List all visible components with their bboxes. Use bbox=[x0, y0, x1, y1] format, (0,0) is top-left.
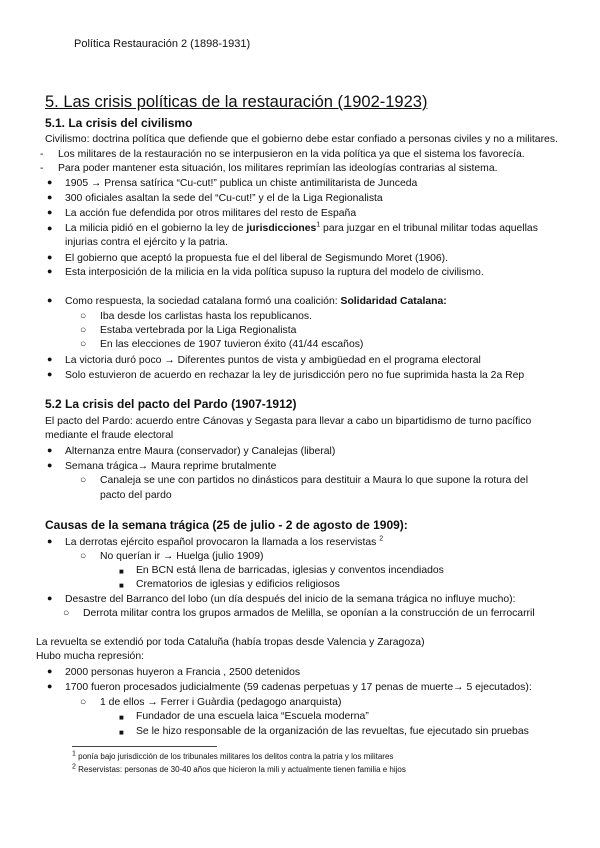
document-header: Política Restauración 2 (1898-1931) bbox=[74, 38, 251, 50]
paragraph: mediante el fraude electoral bbox=[45, 430, 174, 441]
bullet-disc: ● bbox=[47, 207, 53, 217]
list-item: El gobierno que aceptó la propuesta fue el del liberal de Segismundo Moret (1906). bbox=[65, 253, 448, 264]
subsection-heading-civilismo: 5.1. La crisis del civilismo bbox=[45, 116, 193, 130]
list-item: La acción fue defendida por otros militares del resto de España bbox=[65, 208, 357, 219]
bullet-disc: ● bbox=[47, 177, 53, 187]
list-item-solidaridad bbox=[65, 295, 447, 308]
footnote-divider bbox=[72, 746, 217, 747]
footnote-number: 1 bbox=[72, 750, 76, 758]
bullet-circle: ○ bbox=[80, 325, 87, 336]
list-item-continuation: injurias contra el ejército y la patria. bbox=[65, 237, 228, 248]
sub-sub-list-item: Se le hizo responsable de la organización de las revueltas, fue ejecutado sin pruebas bbox=[136, 726, 529, 737]
bullet-circle: ○ bbox=[80, 311, 87, 322]
sub-list-item: En las elecciones de 1907 tuvieron éxito (41/44 escaños) bbox=[100, 339, 364, 350]
paragraph: Hubo mucha represión: bbox=[36, 651, 145, 662]
sub-list-item: Canaleja se une con partidos no dinásticos para destituir a Maura lo que supone la rotura del bbox=[100, 475, 529, 486]
dash-marker: - bbox=[40, 149, 44, 160]
bullet-disc: ● bbox=[47, 460, 53, 470]
footnote-1 bbox=[72, 751, 393, 762]
bold-term: jurisdicciones bbox=[246, 223, 317, 234]
bullet-disc: ● bbox=[47, 445, 53, 455]
text-segment: para juzgar en el tribunal militar todas aquellas bbox=[320, 223, 538, 234]
sub-sub-list-item: Crematorios de iglesias y edificios religiosos bbox=[136, 579, 340, 590]
paragraph: La revuelta se extendió por toda Cataluña (había tropas desde Valencia y Zaragoza) bbox=[36, 637, 425, 648]
footnote-ref[interactable]: 2 bbox=[379, 535, 384, 543]
section-title: 5. Las crisis políticas de la restauración (1902-1923) bbox=[45, 93, 428, 111]
text-segment: La derrotas ejército español provocaron la llamada a los reservistas bbox=[65, 537, 380, 548]
text-segment: La milicia pidió en el gobierno la ley de bbox=[65, 223, 247, 234]
footnote-number: 2 bbox=[72, 763, 76, 771]
subsection-heading-pardo: 5.2 La crisis del pacto del Pardo (1907-1912) bbox=[45, 397, 297, 411]
list-item: 2000 personas huyeron a Francia , 2500 detenidos bbox=[65, 667, 301, 678]
bold-term: Solidaridad Catalana: bbox=[340, 296, 447, 307]
bullet-disc: ● bbox=[47, 681, 53, 691]
sub-sub-list-item: Fundador de una escuela laica “Escuela moderna” bbox=[136, 711, 369, 722]
bullet-square: ■ bbox=[119, 728, 124, 737]
list-item: Desastre del Barranco del lobo (un día después del inicio de la semana trágica no influye mucho): bbox=[65, 594, 516, 605]
sub-sub-list-item: En BCN está llena de barricadas, iglesias y conventos incendiados bbox=[136, 565, 444, 576]
bullet-circle: ○ bbox=[80, 475, 87, 486]
sub-list-item: No querían ir → Huelga (julio 1909) bbox=[100, 551, 264, 562]
paragraph: El pacto del Pardo: acuerdo entre Cánovas y Segasta para llevar a cabo un bipartidismo de turno pacífico bbox=[45, 416, 532, 427]
sub-list-item: Derrota militar contra los grupos armados de Melilla, se oponían a la construcción de un ferrocarril bbox=[83, 608, 535, 619]
dash-item: Los militares de la restauración no se interpusieron en la vida política ya que el sistema los favorecía. bbox=[58, 149, 525, 160]
footnote-text: Reservistas: personas de 30-40 años que hicieron la mili y actualmente tienen familia e hijos bbox=[75, 765, 406, 774]
list-item: Esta interposición de la milicia en la vida política supuso la ruptura del modelo de civilismo. bbox=[65, 267, 484, 278]
bullet-disc: ● bbox=[47, 593, 53, 603]
subsection-heading-causas: Causas de la semana trágica (25 de julio - 2 de agosto de 1909): bbox=[45, 518, 408, 532]
list-item: La victoria duró poco → Diferentes puntos de vista y ambigüedad en el programa electoral bbox=[65, 355, 481, 366]
bullet-disc: ● bbox=[47, 266, 53, 276]
list-item bbox=[65, 536, 383, 549]
bullet-disc: ● bbox=[47, 295, 53, 305]
bullet-square: ■ bbox=[119, 581, 124, 590]
bullet-circle: ○ bbox=[80, 697, 87, 708]
list-item: 300 oficiales asaltan la sede del “Cu-cut!” y el de la Liga Regionalista bbox=[65, 193, 383, 204]
list-item: Solo estuvieron de acuerdo en rechazar la ley de jurisdicción pero no fue suprimida hasta la 2a Rep bbox=[65, 370, 525, 381]
list-item: Semana trágica→ Maura reprime brutalmente bbox=[65, 461, 277, 472]
bullet-disc: ● bbox=[47, 223, 53, 233]
bullet-disc: ● bbox=[47, 666, 53, 676]
bullet-circle: ○ bbox=[80, 551, 87, 562]
list-item: 1700 fueron procesados judicialmente (59 cadenas perpetuas y 17 penas de muerte→ 5 ejecutados): bbox=[65, 682, 532, 693]
list-item-jurisdicciones bbox=[65, 222, 538, 235]
bullet-disc: ● bbox=[47, 354, 53, 364]
bullet-disc: ● bbox=[47, 192, 53, 202]
sub-list-item: 1 de ellos → Ferrer i Guàrdia (pedagogo anarquista) bbox=[100, 697, 342, 708]
sub-list-item: Estaba vertebrada por la Liga Regionalista bbox=[100, 325, 297, 336]
bullet-disc: ● bbox=[47, 536, 53, 546]
dash-marker: - bbox=[40, 163, 44, 174]
sub-list-item: Iba desde los carlistas hasta los republicanos. bbox=[100, 311, 312, 322]
dash-item: Para poder mantener esta situación, los militares reprimían las ideologías contrarias al sistema. bbox=[58, 163, 498, 174]
footnote-2 bbox=[72, 764, 406, 775]
bullet-square: ■ bbox=[119, 567, 124, 576]
footnote-ref[interactable]: 1 bbox=[316, 221, 321, 229]
text-segment: Como respuesta, la sociedad catalana formó una coalición: bbox=[65, 296, 341, 307]
list-item: Alternanza entre Maura (conservador) y Canalejas (liberal) bbox=[65, 446, 336, 457]
footnote-text: ponía bajo jurisdicción de los tribunales militares los delitos contra la patria y los militares bbox=[75, 752, 394, 761]
bullet-disc: ● bbox=[47, 252, 53, 262]
sub-list-item-continuation: pacto del pardo bbox=[100, 490, 172, 501]
civilismo-definition: Civilismo: doctrina política que defiende que el gobierno debe estar confiado a personas civiles y no a militares. bbox=[45, 134, 558, 145]
bullet-square: ■ bbox=[119, 713, 124, 722]
list-item: 1905 → Prensa satírica “Cu-cut!” publica un chiste antimilitarista de Junceda bbox=[65, 178, 418, 189]
bullet-circle: ○ bbox=[80, 339, 87, 350]
bullet-disc: ● bbox=[47, 369, 53, 379]
bullet-circle: ○ bbox=[63, 608, 70, 619]
